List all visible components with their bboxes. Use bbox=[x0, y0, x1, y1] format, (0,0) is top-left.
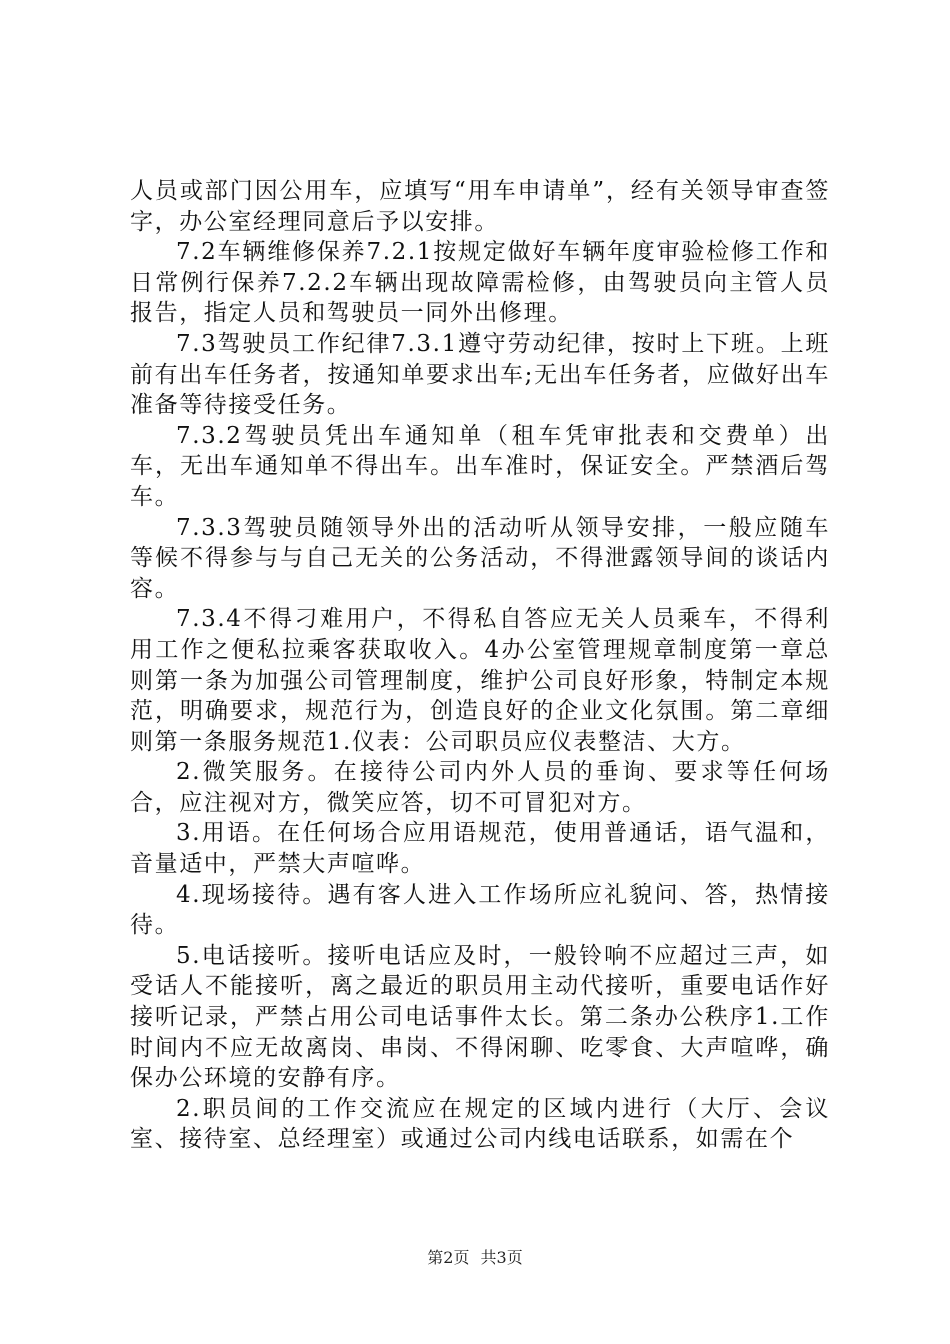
paragraph-9: 4.现场接待。遇有客人进入工作场所应礼貌问、答，热情接待。 bbox=[130, 881, 830, 939]
paragraph-4: 7.3.2驾驶员凭出车通知单（租车凭审批表和交费单）出车，无出车通知单不得出车。出车准时，保证安全。严禁酒后驾车。 bbox=[130, 422, 830, 510]
page-number: 第2页 bbox=[427, 1248, 470, 1267]
document-body bbox=[130, 176, 830, 1155]
paragraph-1: 人员或部门因公用车，应填写“用车申请单”，经有关领导审查签字，办公室经理同意后予以安排。 bbox=[130, 178, 830, 235]
paragraph-7: 2.微笑服务。在接待公司内外人员的垂询、要求等任何场合，应注视对方，微笑应答，切不可冒犯对方。 bbox=[130, 759, 830, 816]
paragraph-8: 3.用语。在任何场合应用语规范，使用普通话，语气温和，音量适中，严禁大声喧哗。 bbox=[130, 820, 830, 878]
page-total: 共3页 bbox=[480, 1248, 523, 1267]
paragraph-5: 7.3.3驾驶员随领导外出的活动听从领导安排，一般应随车等候不得参与与自己无关的公务活动，不得泄露领导间的谈话内容。 bbox=[130, 514, 830, 602]
paragraph-10: 5.电话接听。接听电话应及时，一般铃响不应超过三声，如受话人不能接听，离之最近的职员用主动代接听，重要电话作好接听记录，严禁占用公司电话事件太长。第二条办公秩序1.工作时间内不应无故离岗、串岗、不得闲聊、吃零食、大声喧哗，确保办公环境的安静有序。 bbox=[130, 942, 830, 1092]
paragraph-6: 7.3.4不得刁难用户，不得私自答应无关人员乘车，不得利用工作之便私拉乘客获取收入。4办公室管理规章制度第一章总则第一条为加强公司管理制度，维护公司良好形象，特制定本规范，明确要求，规范行为，创造良好的企业文化氛围。第二章细则第一条服务规范1.仪表：公司职员应仪表整洁、大方。 bbox=[130, 606, 830, 755]
paragraph-11: 2.职员间的工作交流应在规定的区域内进行（大厅、会议室、接待室、总经理室）或通过公司内线电话联系，如需在个 bbox=[130, 1095, 830, 1153]
paragraph-2: 7.2车辆维修保养7.2.1按规定做好车辆年度审验检修工作和日常例行保养7.2.2车辆出现故障需检修，由驾驶员向主管人员报告，指定人员和驾驶员一同外出修理。 bbox=[130, 239, 830, 327]
paragraph-3: 7.3驾驶员工作纪律7.3.1遵守劳动纪律，按时上下班。上班前有出车任务者，按通知单要求出车;无出车任务者，应做好出车准备等待接受任务。 bbox=[130, 330, 830, 419]
page-footer bbox=[0, 1245, 950, 1268]
